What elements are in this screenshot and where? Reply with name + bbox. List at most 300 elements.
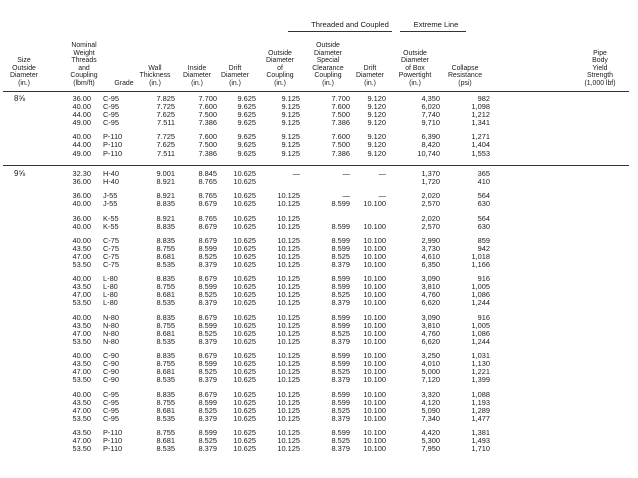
- table-cell: 9.125: [281, 94, 300, 103]
- table-cell: 10,740: [417, 148, 440, 158]
- table-cell: 7.511: [157, 148, 175, 158]
- table-cell: 10.100: [363, 274, 386, 284]
- table-cell: 43.50: [72, 282, 91, 292]
- table-cell: C-90: [103, 367, 120, 377]
- table-cell: L-80: [103, 274, 118, 284]
- table-cell: 10.100: [363, 235, 386, 245]
- table-cell: 40.00: [72, 274, 91, 284]
- table-cell: 7.500: [331, 110, 350, 120]
- table-cell: 47.00: [72, 367, 91, 377]
- table-cell: 10.100: [363, 336, 386, 346]
- table-cell: —: [342, 191, 350, 201]
- table-cell: 40.00: [72, 221, 91, 231]
- table-cell: 8.599: [331, 243, 350, 253]
- header-weight-line: Coupling: [70, 72, 98, 80]
- table-cell: 1,710: [471, 444, 490, 453]
- table-cell: 2,020: [421, 191, 440, 201]
- header-wall-line: Wall: [148, 64, 162, 72]
- table-cell: 8.379: [198, 298, 217, 308]
- header-drift-line: Diameter: [221, 72, 249, 80]
- table-cell: H-40: [103, 177, 120, 187]
- table-cell: 8.379: [198, 413, 217, 423]
- table-cell: 8.835: [156, 221, 175, 231]
- header-od_coup-line: of: [277, 64, 283, 72]
- table-cell: 6,620: [421, 336, 440, 346]
- table-cell: 8.599: [331, 351, 350, 361]
- table-cell: 8.679: [198, 312, 217, 322]
- header-el_od-line: Powertight: [398, 72, 432, 80]
- table-cell: C-75: [103, 260, 120, 270]
- table-cell: 10.125: [277, 312, 300, 322]
- table-cell: 8.525: [198, 435, 217, 445]
- table-cell: 8.599: [198, 282, 217, 292]
- table-cell: 7.625: [156, 110, 175, 120]
- table-cell: 8.599: [331, 359, 350, 369]
- header-od_coup-line: Coupling: [266, 72, 294, 80]
- table-cell: 8.535: [156, 444, 175, 453]
- header-inside-line: Inside: [187, 64, 207, 72]
- table-cell: 7.511: [157, 118, 175, 128]
- header-size-line: (in.): [18, 80, 30, 87]
- table-cell: 8.755: [156, 359, 175, 369]
- table-cell: 53.50: [72, 298, 91, 308]
- table-cell: 43.50: [72, 243, 91, 253]
- table-cell: 43.50: [72, 397, 91, 407]
- table-cell: 8.599: [331, 199, 350, 209]
- table-cell: 8.535: [156, 260, 175, 270]
- table-cell: 10.125: [277, 282, 300, 292]
- table-cell: 3,320: [421, 389, 440, 399]
- table-cell: 10.100: [363, 389, 386, 399]
- table-cell: 916: [477, 312, 490, 322]
- table-cell: 10.100: [363, 351, 386, 361]
- table-cell: 1,005: [471, 282, 490, 292]
- table-cell: 8.921: [156, 191, 175, 201]
- table-cell: 1,341: [471, 118, 490, 128]
- table-cell: 8.679: [198, 221, 217, 231]
- table-cell: 7,950: [421, 444, 440, 453]
- table-cell: 410: [477, 177, 490, 187]
- table-cell: 10.125: [277, 397, 300, 407]
- table-cell: 10.625: [233, 260, 256, 270]
- table-cell: 10.625: [233, 444, 256, 453]
- table-cell: 36.00: [72, 191, 91, 201]
- table-cell: 8.525: [198, 367, 217, 377]
- table-cell: 10.625: [233, 312, 256, 322]
- table-cell: 7,740: [421, 110, 440, 120]
- table-cell: 8.845: [198, 169, 217, 178]
- table-cell: 1,088: [471, 389, 490, 399]
- table-cell: K-55: [103, 213, 119, 223]
- table-cell: 10.125: [277, 351, 300, 361]
- table-cell: 8.679: [198, 389, 217, 399]
- table-cell: 10.125: [277, 367, 300, 377]
- table-cell: C-90: [103, 351, 120, 361]
- table-cell: 43.50: [72, 427, 91, 437]
- table-cell: J-55: [103, 199, 118, 209]
- header-od_spec-line: Outside: [316, 42, 340, 49]
- table-cell: 47.00: [72, 405, 91, 415]
- table-cell: 8.599: [331, 320, 350, 330]
- table-cell: 1,244: [471, 336, 490, 346]
- table-cell: 6,620: [421, 298, 440, 308]
- table-cell: 1,221: [471, 367, 490, 377]
- header-el_drift-line: Diameter: [356, 72, 384, 80]
- table-cell: 4,760: [421, 328, 440, 338]
- table-cell: 10.625: [233, 427, 256, 437]
- table-cell: 47.00: [72, 252, 91, 261]
- table-cell: 8.525: [331, 290, 350, 300]
- table-cell: 8.599: [198, 397, 217, 407]
- table-cell: 8.835: [156, 389, 175, 399]
- table-cell: C-95: [103, 110, 120, 120]
- header-wall-line: (in.): [149, 80, 161, 87]
- table-cell: 8.681: [156, 405, 175, 415]
- header-yield-line: Pipe: [593, 49, 607, 57]
- table-cell: 6,350: [421, 260, 440, 270]
- table-cell: 8.681: [156, 328, 175, 338]
- table-cell: 9.625: [237, 110, 256, 120]
- table-cell: 9.125: [281, 140, 300, 150]
- table-cell: 10.625: [233, 221, 256, 231]
- header-yield-line: Strength: [586, 72, 614, 80]
- table-cell: 8.599: [331, 312, 350, 322]
- table-cell: 8.765: [198, 213, 217, 223]
- table-cell: 1,212: [471, 110, 490, 120]
- table-cell: 7.725: [156, 132, 175, 142]
- table-cell: P-110: [103, 435, 123, 445]
- table-cell: 9.120: [367, 118, 386, 128]
- table-cell: 40.00: [72, 351, 91, 361]
- table-cell: 44.00: [72, 110, 91, 120]
- table-cell: 10.100: [363, 367, 386, 377]
- table-cell: 1,370: [421, 169, 440, 178]
- table-cell: N-80: [103, 328, 120, 338]
- table-cell: 8.599: [331, 397, 350, 407]
- table-cell: 3,090: [421, 312, 440, 322]
- table-cell: 8.599: [331, 427, 350, 437]
- table-cell: 36.00: [72, 213, 91, 223]
- table-cell: 7.386: [198, 148, 217, 158]
- table-cell: 9.625: [237, 140, 256, 150]
- table-cell: —: [342, 169, 350, 178]
- table-cell: —: [292, 169, 300, 178]
- table-cell: 1,086: [471, 290, 490, 300]
- table-cell: 3,730: [421, 243, 440, 253]
- header-size-line: Diameter: [10, 72, 38, 80]
- table-cell: 8.599: [198, 243, 217, 253]
- table-cell: 8,420: [421, 140, 440, 150]
- header-weight-line: and: [78, 64, 90, 72]
- header-el_od-line: Outside: [403, 49, 427, 57]
- header-el_od-line: (in.): [409, 80, 421, 87]
- table-cell: 40.00: [72, 312, 91, 322]
- table-cell: 8.681: [156, 290, 175, 300]
- table-cell: C-95: [103, 94, 120, 103]
- table-cell: 8.679: [198, 235, 217, 245]
- table-cell: 10.125: [277, 336, 300, 346]
- table-cell: 8.379: [198, 375, 217, 385]
- table-cell: 8.679: [198, 274, 217, 284]
- table-cell: 8.525: [331, 435, 350, 445]
- threaded-coupled-underline: [288, 31, 392, 32]
- header-collapse-line: Collapse: [451, 64, 479, 72]
- table-cell: 10.125: [277, 435, 300, 445]
- table-cell: 49.00: [72, 148, 91, 158]
- table-cell: P-110: [103, 140, 123, 150]
- table-cell: 53.50: [72, 444, 91, 453]
- table-cell: 8.535: [156, 298, 175, 308]
- table-cell: 3,090: [421, 274, 440, 284]
- table-cell: 10.100: [363, 298, 386, 308]
- table-cell: 10.125: [277, 444, 300, 453]
- table-cell: 8.755: [156, 320, 175, 330]
- table-cell: 1,130: [471, 359, 490, 369]
- table-cell: 8.835: [156, 199, 175, 209]
- table-cell: 8.379: [331, 336, 350, 346]
- table-cell: 9.625: [237, 102, 256, 112]
- table-cell: 8.599: [198, 359, 217, 369]
- table-cell: C-95: [103, 397, 120, 407]
- table-cell: 1,271: [471, 132, 490, 142]
- table-cell: J-55: [103, 191, 118, 201]
- table-cell: 7.600: [331, 102, 350, 112]
- table-cell: 10.625: [233, 243, 256, 253]
- table-cell: 10.100: [363, 312, 386, 322]
- table-cell: 8.765: [198, 177, 217, 187]
- table-cell: C-75: [103, 252, 120, 261]
- table-cell: 10.125: [277, 235, 300, 245]
- table-cell: 8.379: [331, 260, 350, 270]
- table-cell: 9.120: [367, 94, 386, 103]
- table-cell: 1,399: [471, 375, 490, 385]
- table-cell: 1,477: [471, 413, 490, 423]
- table-cell: 9.625: [237, 94, 256, 103]
- table-cell: 8.679: [198, 199, 217, 209]
- header-el_drift-line: Drift: [363, 64, 377, 72]
- table-cell: 7.600: [198, 102, 217, 112]
- table-cell: 8.379: [331, 444, 350, 453]
- table-cell: 7,340: [421, 413, 440, 423]
- header-od_coup-line: Outside: [268, 49, 292, 57]
- table-cell: 8.525: [198, 328, 217, 338]
- table-cell: 53.50: [72, 413, 91, 423]
- table-cell: 40.00: [72, 389, 91, 399]
- table-cell: 10.625: [233, 405, 256, 415]
- table-cell: N-80: [103, 320, 120, 330]
- table-cell: 9.125: [281, 132, 300, 142]
- table-cell: 9.125: [281, 110, 300, 120]
- table-cell: C-95: [103, 405, 120, 415]
- table-cell: 9.120: [367, 110, 386, 120]
- table-cell: 10.625: [233, 213, 256, 223]
- table-cell: 8.535: [156, 375, 175, 385]
- table-cell: C-90: [103, 359, 120, 369]
- table-cell: 47.00: [72, 290, 91, 300]
- table-cell: 8.835: [156, 235, 175, 245]
- table-cell: 10.100: [363, 375, 386, 385]
- table-cell: 36.00: [72, 94, 91, 103]
- table-cell: 7.600: [198, 132, 217, 142]
- table-cell: 1,553: [471, 148, 490, 158]
- table-cell: C-75: [103, 235, 120, 245]
- table-cell: 7.386: [331, 148, 350, 158]
- header-collapse-line: Resistance: [447, 72, 483, 80]
- table-cell: 10.100: [363, 328, 386, 338]
- table-cell: 10.625: [233, 320, 256, 330]
- table-cell: 9.625: [237, 132, 256, 142]
- table-cell: 8.525: [331, 328, 350, 338]
- header-od_spec-line: Diameter: [314, 49, 342, 57]
- table-cell: 1,720: [421, 177, 440, 187]
- table-cell: —: [378, 191, 386, 201]
- table-cell: 7,120: [421, 375, 440, 385]
- header-el_od-line: of Box: [405, 64, 425, 72]
- header-drift-line: (in.): [229, 80, 241, 87]
- table-cell: 3,250: [421, 351, 440, 361]
- table-cell: 7.386: [331, 118, 350, 128]
- table-cell: L-80: [103, 290, 118, 300]
- table-cell: 10.100: [363, 427, 386, 437]
- table-cell: 47.00: [72, 328, 91, 338]
- table-cell: 8.379: [198, 260, 217, 270]
- table-cell: 49.00: [72, 118, 91, 128]
- table-cell: 630: [477, 221, 490, 231]
- table-cell: 8.525: [198, 290, 217, 300]
- table-cell: 32.30: [72, 169, 91, 178]
- header-od_coup-line: Diameter: [266, 57, 294, 65]
- table-cell: 10.125: [277, 298, 300, 308]
- table-cell: 7.725: [156, 102, 175, 112]
- table-cell: 8.835: [156, 351, 175, 361]
- table-cell: C-90: [103, 375, 120, 385]
- header-yield-line: Yield: [592, 64, 608, 72]
- table-cell: 8.755: [156, 282, 175, 292]
- table-cell: 9.125: [281, 118, 300, 128]
- table-cell: 2,990: [421, 235, 440, 245]
- table-cell: C-95: [103, 118, 120, 128]
- table-cell: 10.125: [277, 260, 300, 270]
- table-cell: 4,610: [421, 252, 440, 261]
- table-cell: 53.50: [72, 375, 91, 385]
- table-cell: 8.599: [331, 274, 350, 284]
- table-cell: 8.681: [156, 435, 175, 445]
- table-cell: 1,493: [471, 435, 490, 445]
- table-cell: 10.625: [233, 389, 256, 399]
- header-od_spec-line: Special: [316, 57, 340, 65]
- table-cell: P-110: [103, 427, 123, 437]
- table-cell: 47.00: [72, 435, 91, 445]
- table-cell: 8.535: [156, 413, 175, 423]
- header-od_spec-line: Coupling: [314, 72, 342, 80]
- header-od_coup-line: (in.): [274, 80, 286, 87]
- table-cell: 10.625: [233, 336, 256, 346]
- table-cell: 5,000: [421, 367, 440, 377]
- table-cell: 8.525: [331, 367, 350, 377]
- table-cell: 8.835: [156, 274, 175, 284]
- table-cell: 8.379: [331, 298, 350, 308]
- table-cell: 53.50: [72, 260, 91, 270]
- table-cell: 10.125: [277, 328, 300, 338]
- table-cell: 1,086: [471, 328, 490, 338]
- table-cell: 40.00: [72, 132, 91, 142]
- table-cell: 7.500: [198, 110, 217, 120]
- table-cell: 916: [477, 274, 490, 284]
- table-cell: 10.125: [277, 213, 300, 223]
- table-cell: 10.125: [277, 191, 300, 201]
- extreme-line-underline: [400, 31, 466, 32]
- table-cell: 8.525: [198, 405, 217, 415]
- table-cell: N-80: [103, 312, 120, 322]
- header-weight-line: Weight: [73, 49, 95, 57]
- table-cell: 8.835: [156, 312, 175, 322]
- table-cell: 8.525: [331, 405, 350, 415]
- table-cell: 982: [477, 94, 490, 103]
- table-cell: 10.125: [277, 427, 300, 437]
- table-cell: 36.00: [72, 177, 91, 187]
- table-cell: 5,300: [421, 435, 440, 445]
- table-cell: 43.50: [72, 359, 91, 369]
- table-cell: 10.625: [233, 177, 256, 187]
- header-od_spec-line: Clearance: [312, 64, 344, 72]
- table-cell: P-110: [103, 444, 123, 453]
- section-divider: [3, 165, 629, 166]
- table-cell: N-80: [103, 336, 120, 346]
- table-cell: 10.125: [277, 389, 300, 399]
- table-cell: 40.00: [72, 235, 91, 245]
- table-cell: 8.755: [156, 397, 175, 407]
- table-cell: 10.125: [277, 199, 300, 209]
- table-cell: 4,760: [421, 290, 440, 300]
- table-cell: 10.125: [277, 221, 300, 231]
- table-cell: 10.625: [233, 274, 256, 284]
- table-cell: 10.125: [277, 405, 300, 415]
- table-cell: 8.599: [331, 389, 350, 399]
- table-cell: C-95: [103, 413, 120, 423]
- table-cell: H-40: [103, 169, 120, 178]
- table-cell: 4,120: [421, 397, 440, 407]
- table-cell: 10.125: [277, 252, 300, 261]
- table-cell: 8.599: [331, 282, 350, 292]
- table-cell: 8.599: [198, 320, 217, 330]
- table-cell: 10.625: [233, 191, 256, 201]
- table-cell: 10.125: [277, 375, 300, 385]
- table-cell: 10.625: [233, 435, 256, 445]
- table-cell: 8.525: [198, 252, 217, 261]
- table-cell: 10.625: [233, 328, 256, 338]
- table-cell: 6,020: [421, 102, 440, 112]
- table-cell: 9.120: [367, 102, 386, 112]
- table-cell: 7.625: [156, 140, 175, 150]
- group-header-threaded-coupled: Threaded and Coupled: [311, 20, 389, 29]
- table-cell: 8.755: [156, 243, 175, 253]
- table-cell: 40.00: [72, 102, 91, 112]
- table-cell: 10.625: [233, 367, 256, 377]
- table-cell: 3,810: [421, 282, 440, 292]
- table-cell: —: [378, 169, 386, 178]
- table-cell: K-55: [103, 221, 119, 231]
- table-cell: 10.125: [277, 413, 300, 423]
- table-cell: 10.625: [233, 359, 256, 369]
- header-el_od-line: Diameter: [401, 57, 429, 65]
- table-cell: 40.00: [72, 199, 91, 209]
- table-cell: 942: [477, 243, 490, 253]
- table-cell: 2,570: [421, 199, 440, 209]
- table-cell: 10.625: [233, 282, 256, 292]
- table-cell: 9,710: [421, 118, 440, 128]
- table-cell: 10.100: [363, 397, 386, 407]
- header-collapse-line: (psi): [458, 80, 472, 87]
